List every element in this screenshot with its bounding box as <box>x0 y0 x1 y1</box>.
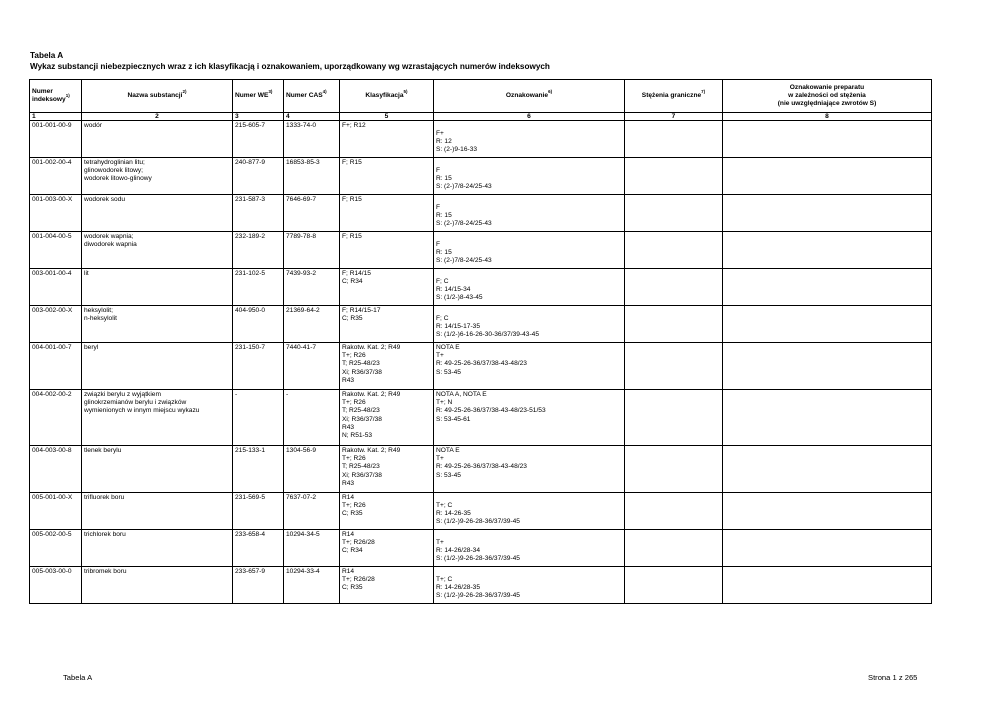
index-number-cell: 004-001-00-7 <box>30 343 82 390</box>
labelling-spacer <box>436 568 622 576</box>
substance-name-cell-line: tlenek berylu <box>84 447 122 454</box>
substance-name-cell-line: wodorek litowo-glinowy <box>84 175 152 183</box>
classification-cell <box>340 306 434 343</box>
we-number-cell: 231-150-7 <box>233 343 284 390</box>
concentration-limits-cell <box>625 306 723 343</box>
labelling-spacer <box>436 159 622 167</box>
substance-name-cell-line: wymienionych w innym miejscu wykazu <box>84 407 200 415</box>
preparation-labelling-cell <box>723 158 932 195</box>
substance-name-cell-line: tetrahydroglinian litu; <box>84 159 145 166</box>
column-number: 5 <box>340 113 434 121</box>
classification-cell <box>340 269 434 306</box>
cas-number-cell: 16853-85-3 <box>284 158 340 195</box>
preparation-labelling-cell <box>723 446 932 493</box>
index-number-cell: 001-003-00-X <box>30 195 82 232</box>
we-number-cell: 240-877-9 <box>233 158 284 195</box>
labelling-spacer <box>436 233 622 241</box>
we-number-cell: 231-587-3 <box>233 195 284 232</box>
labelling-cell-line: NOTA E <box>436 447 460 454</box>
classification-cell <box>340 232 434 269</box>
substance-name-cell-line: diwodorek wapnia <box>84 241 137 249</box>
classification-cell-line: F; R15 <box>342 233 362 240</box>
labelling-spacer <box>436 270 622 278</box>
document-title <box>30 51 550 72</box>
preparation-labelling-cell <box>723 232 932 269</box>
labelling-cell <box>434 269 625 306</box>
table-row <box>30 121 932 158</box>
table-row <box>30 343 932 390</box>
classification-cell-line: T+; R26/28 <box>342 576 375 584</box>
we-number-cell: 215-133-1 <box>233 446 284 493</box>
preparation-labelling-cell <box>723 530 932 567</box>
labelling-cell-line: T+ <box>436 352 444 360</box>
classification-cell-line: T+; R26 <box>342 399 366 407</box>
classification-cell-line: F+; R12 <box>342 122 366 129</box>
substance-name-cell <box>82 390 233 446</box>
column-number: 8 <box>723 113 932 121</box>
header-row <box>30 80 932 113</box>
classification-cell-line: T; R25-48/23 <box>342 360 380 368</box>
classification-cell-line: C; R35 <box>342 315 363 323</box>
header-classification: Klasyfikacja$^{5)}$ <box>340 80 434 113</box>
labelling-cell-line: F <box>436 204 441 211</box>
preparation-labelling-cell <box>723 269 932 306</box>
classification-cell-line: Rakotw. Kat. 2; R49 <box>342 391 401 398</box>
column-number: 6 <box>434 113 625 121</box>
classification-cell-line: T+; R26 <box>342 352 366 360</box>
labelling-cell-line: S: 53-45 <box>436 471 461 479</box>
labelling-cell <box>434 493 625 530</box>
classification-cell-line: F; R15 <box>342 159 362 166</box>
substance-name-cell-line: związki berylu z wyjątkiem <box>84 391 161 398</box>
classification-cell <box>340 343 434 390</box>
preparation-labelling-cell <box>723 343 932 390</box>
substance-name-cell-line: wodorek wapnia; <box>84 233 134 240</box>
classification-cell-line: R14 <box>342 531 355 538</box>
labelling-cell-line: S: (1/2-)9-26-28-36/37/39-45 <box>436 592 520 600</box>
classification-cell-line: R43 <box>342 423 355 431</box>
labelling-spacer <box>436 196 622 204</box>
index-number-cell: 001-002-00-4 <box>30 158 82 195</box>
classification-cell-line: T+; R26 <box>342 502 366 510</box>
substance-name-cell-line: tribromek boru <box>84 568 127 575</box>
labelling-cell-line: F; C <box>436 278 449 285</box>
labelling-cell-line: T+ <box>436 539 444 546</box>
labelling-cell <box>434 567 625 604</box>
classification-cell-line: Rakotw. Kat. 2; R49 <box>342 344 401 351</box>
substance-name-cell <box>82 567 233 604</box>
classification-cell <box>340 567 434 604</box>
classification-cell-line: T; R25-48/23 <box>342 463 380 471</box>
labelling-cell-line: S: (1/2-)9-26-28-36/37/39-45 <box>436 555 520 563</box>
labelling-spacer <box>436 494 622 502</box>
labelling-cell-line: F+ <box>436 130 444 137</box>
labelling-cell-line: R: 14/15-17-35 <box>436 323 480 331</box>
table-row <box>30 269 932 306</box>
labelling-cell-line: S: (1/2-)8-43-45 <box>436 294 483 302</box>
cas-number-cell: 21369-64-2 <box>284 306 340 343</box>
table-row <box>30 567 932 604</box>
classification-cell-line: T; R25-48/23 <box>342 407 380 415</box>
substance-name-cell <box>82 493 233 530</box>
cas-number-cell: 1304-56-9 <box>284 446 340 493</box>
we-number-cell: 231-102-5 <box>233 269 284 306</box>
classification-cell-line: R43 <box>342 376 355 384</box>
labelling-cell <box>434 121 625 158</box>
classification-cell-line: C; R35 <box>342 510 363 518</box>
we-number-cell: 231-569-5 <box>233 493 284 530</box>
classification-cell-line: C; R34 <box>342 278 363 286</box>
labelling-cell-line: R: 14-26/28-35 <box>436 584 480 592</box>
index-number-cell: 001-004-00-5 <box>30 232 82 269</box>
labelling-cell <box>434 390 625 446</box>
concentration-limits-cell <box>625 195 723 232</box>
preparation-labelling-cell <box>723 390 932 446</box>
substance-name-cell <box>82 530 233 567</box>
classification-cell <box>340 530 434 567</box>
classification-cell <box>340 121 434 158</box>
classification-cell <box>340 390 434 446</box>
labelling-spacer <box>436 307 622 315</box>
index-number-cell: 004-002-00-2 <box>30 390 82 446</box>
classification-cell-line: T+; R26/28 <box>342 539 375 547</box>
index-number-cell: 005-003-00-0 <box>30 567 82 604</box>
labelling-cell-line: S: 53-45 <box>436 368 461 376</box>
labelling-cell-line: S: (1/2-)9-26-28-36/37/39-45 <box>436 518 520 526</box>
labelling-cell <box>434 530 625 567</box>
labelling-cell-line: S: (2-)9-16-33 <box>436 146 478 154</box>
substance-name-cell-line: beryl <box>84 344 99 351</box>
table-row <box>30 530 932 567</box>
substance-name-cell <box>82 446 233 493</box>
labelling-spacer <box>436 122 622 130</box>
substance-name-cell-line: n-heksylolit <box>84 315 117 323</box>
index-number-cell: 003-001-00-4 <box>30 269 82 306</box>
index-number-cell: 003-002-00-X <box>30 306 82 343</box>
column-number-row <box>30 113 932 121</box>
we-number-cell: 215-605-7 <box>233 121 284 158</box>
cas-number-cell: 10294-33-4 <box>284 567 340 604</box>
labelling-cell-line: S: (2-)7/8-24/25-43 <box>436 257 492 265</box>
cas-number-cell: 7646-69-7 <box>284 195 340 232</box>
preparation-labelling-cell <box>723 493 932 530</box>
page-number: Strona 1 z 265 <box>868 673 918 682</box>
concentration-limits-cell <box>625 446 723 493</box>
classification-cell-line: F; R14/15-17 <box>342 307 381 314</box>
labelling-cell <box>434 158 625 195</box>
header-substance-name: Nazwa substancji$^{2)}$ <box>82 80 233 113</box>
concentration-limits-cell <box>625 269 723 306</box>
substance-name-cell-line: glinowodorek litowy; <box>84 167 144 175</box>
labelling-spacer <box>436 531 622 539</box>
table-row <box>30 493 932 530</box>
classification-cell-line: Xi; R36/37/38 <box>342 471 382 479</box>
labelling-cell <box>434 195 625 232</box>
we-number-cell: 233-657-9 <box>233 567 284 604</box>
table-title: Tabela A <box>30 51 64 60</box>
cas-number-cell: 7440-41-7 <box>284 343 340 390</box>
substance-name-cell-line: glinokrzemianów berylu i związków <box>84 399 187 407</box>
index-number-cell: 005-001-00-X <box>30 493 82 530</box>
classification-cell-line: T+; R26 <box>342 455 366 463</box>
column-number: 7 <box>625 113 723 121</box>
header-preparation-labelling: Oznakowanie preparatu w zależności od stężenia (nie uwzględniające zwrotów S) <box>723 80 932 113</box>
classification-cell-line: N; R51-53 <box>342 432 373 440</box>
labelling-cell <box>434 232 625 269</box>
classification-cell <box>340 446 434 493</box>
concentration-limits-cell <box>625 390 723 446</box>
header-index-number: Numer indeksowy$^{1)}$ <box>30 80 82 113</box>
column-number: 4 <box>284 113 340 121</box>
cas-number-cell: 7439-93-2 <box>284 269 340 306</box>
labelling-cell-line: R: 14-26/28-34 <box>436 547 480 555</box>
labelling-cell-line: T+; C <box>436 576 453 583</box>
classification-cell-line: Rakotw. Kat. 2; R49 <box>342 447 401 454</box>
substance-name-cell <box>82 306 233 343</box>
classification-cell-line: Xi; R36/37/38 <box>342 415 382 423</box>
classification-cell <box>340 158 434 195</box>
concentration-limits-cell <box>625 493 723 530</box>
classification-cell-line: C; R34 <box>342 547 363 555</box>
labelling-cell-line: S: (1/2-)6-16-26-30-36/37/39-43-45 <box>436 331 539 339</box>
cas-number-cell: 1333-74-0 <box>284 121 340 158</box>
substance-name-cell <box>82 269 233 306</box>
labelling-cell <box>434 446 625 493</box>
concentration-limits-cell <box>625 158 723 195</box>
column-number: 1 <box>30 113 82 121</box>
index-number-cell: 004-003-00-8 <box>30 446 82 493</box>
table-row <box>30 158 932 195</box>
column-number: 3 <box>233 113 284 121</box>
labelling-cell-line: T+; N <box>436 399 453 407</box>
classification-cell-line: Xi; R36/37/38 <box>342 368 382 376</box>
classification-cell-line: F; R15 <box>342 196 362 203</box>
header-labelling: Oznakowanie$^{6)}$ <box>434 80 625 113</box>
labelling-cell-line: F <box>436 167 441 174</box>
cas-number-cell: 7637-07-2 <box>284 493 340 530</box>
substance-name-cell-line: wodór <box>84 122 102 129</box>
labelling-cell <box>434 343 625 390</box>
substances-table <box>29 79 932 604</box>
labelling-cell-line: S: (2-)7/8-24/25-43 <box>436 183 492 191</box>
concentration-limits-cell <box>625 232 723 269</box>
table-row <box>30 446 932 493</box>
substance-name-cell <box>82 232 233 269</box>
labelling-cell-line: R: 14-26-35 <box>436 510 471 518</box>
table-row <box>30 390 932 446</box>
classification-cell-line: R43 <box>342 479 355 487</box>
classification-cell-line: R14 <box>342 494 355 501</box>
concentration-limits-cell <box>625 530 723 567</box>
labelling-cell-line: F <box>436 241 441 248</box>
concentration-limits-cell <box>625 121 723 158</box>
we-number-cell: 232-189-2 <box>233 232 284 269</box>
labelling-cell-line: S: (2-)7/8-24/25-43 <box>436 220 492 228</box>
we-number-cell: 233-658-4 <box>233 530 284 567</box>
table-subtitle: Wykaz substancji niebezpiecznych wraz z ich klasyfikacją i oznakowaniem, uporządkowany wg wzrastających numerów indeksowych <box>30 61 550 71</box>
footer-table-name: Tabela A <box>63 673 93 682</box>
labelling-cell-line: R: 49-25-26-36/37/38-43-48/23-51/53 <box>436 407 546 415</box>
we-number-cell: 404-950-0 <box>233 306 284 343</box>
labelling-cell-line: R: 12 <box>436 138 452 146</box>
labelling-cell-line: R: 15 <box>436 212 452 220</box>
substance-name-cell <box>82 158 233 195</box>
classification-cell-line: R14 <box>342 568 355 575</box>
classification-cell <box>340 195 434 232</box>
header-cas-number: Numer CAS$^{4)}$ <box>284 80 340 113</box>
classification-cell-line: F; R14/15 <box>342 270 371 277</box>
column-number: 2 <box>82 113 233 121</box>
table-row <box>30 306 932 343</box>
labelling-cell-line: NOTA E <box>436 344 460 351</box>
labelling-cell-line: NOTA A, NOTA E <box>436 391 487 398</box>
labelling-cell <box>434 306 625 343</box>
index-number-cell: 001-001-00-9 <box>30 121 82 158</box>
substance-name-cell-line: trichlorek boru <box>84 531 126 538</box>
substance-name-cell <box>82 121 233 158</box>
labelling-cell-line: R: 14/15-34 <box>436 286 471 294</box>
preparation-labelling-cell <box>723 306 932 343</box>
preparation-labelling-cell <box>723 195 932 232</box>
table-row <box>30 232 932 269</box>
header-concentration-limits: Stężenia graniczne$^{7)}$ <box>625 80 723 113</box>
index-number-cell: 005-002-00-5 <box>30 530 82 567</box>
header-we-number: Numer WE$^{3)}$ <box>233 80 284 113</box>
labelling-cell-line: T+; C <box>436 502 453 509</box>
substance-name-cell <box>82 343 233 390</box>
classification-cell-line: C; R35 <box>342 584 363 592</box>
we-number-cell: - <box>233 390 284 446</box>
table-body <box>30 121 932 604</box>
substance-name-cell <box>82 195 233 232</box>
preparation-labelling-cell <box>723 121 932 158</box>
labelling-cell-line: S: 53-45-61 <box>436 415 471 423</box>
labelling-cell-line: R: 15 <box>436 175 452 183</box>
labelling-cell-line: T+ <box>436 455 444 463</box>
table-row <box>30 195 932 232</box>
substance-name-cell-line: lit <box>84 270 89 277</box>
classification-cell <box>340 493 434 530</box>
substance-name-cell-line: trifluorek boru <box>84 494 125 501</box>
concentration-limits-cell <box>625 343 723 390</box>
substance-name-cell-line: wodorek sodu <box>84 196 126 203</box>
concentration-limits-cell <box>625 567 723 604</box>
substance-name-cell-line: heksylolit; <box>84 307 113 314</box>
cas-number-cell: 10294-34-5 <box>284 530 340 567</box>
labelling-cell-line: R: 49-25-26-36/37/38-43-48/23 <box>436 463 527 471</box>
cas-number-cell: 7789-78-8 <box>284 232 340 269</box>
labelling-cell-line: R: 49-25-26-36/37/38-43-48/23 <box>436 360 527 368</box>
cas-number-cell: - <box>284 390 340 446</box>
preparation-labelling-cell <box>723 567 932 604</box>
labelling-cell-line: R: 15 <box>436 249 452 257</box>
labelling-cell-line: F; C <box>436 315 449 322</box>
